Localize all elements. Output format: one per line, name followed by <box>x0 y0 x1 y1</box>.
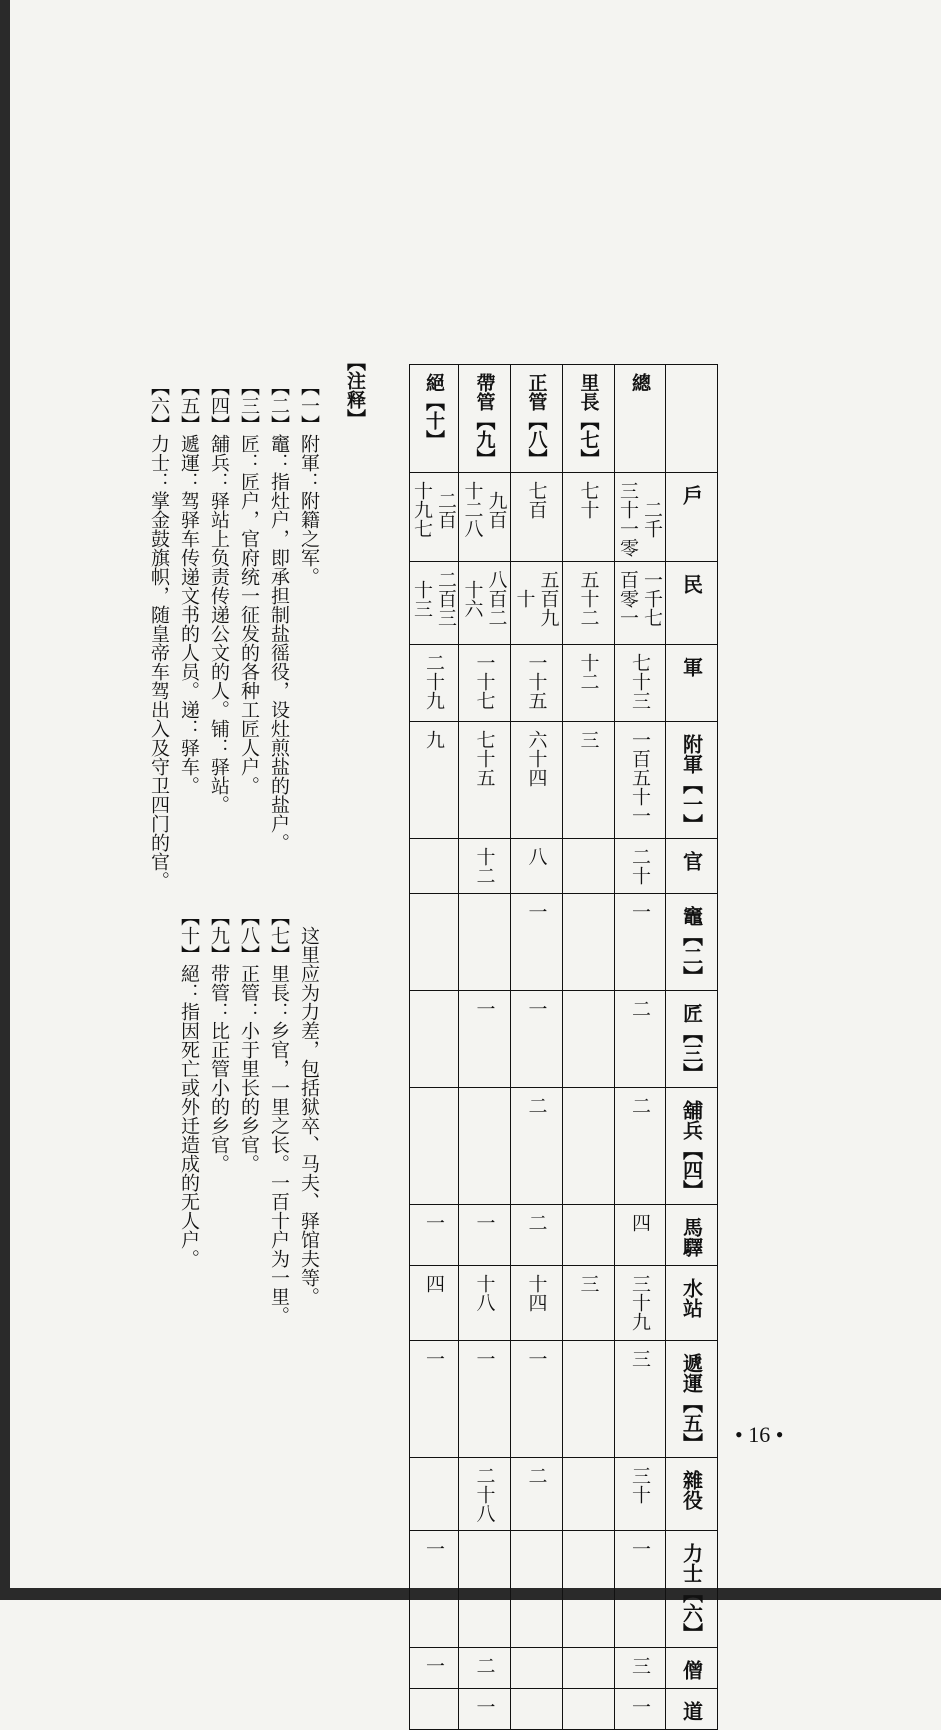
column-header-label: 僧 <box>679 1660 704 1680</box>
cell-value: 三十九 <box>629 1274 651 1331</box>
table-cell <box>410 991 459 1088</box>
table-cell <box>459 991 511 1088</box>
cell-value: 一 <box>423 1349 445 1368</box>
table-cell <box>511 473 563 562</box>
table-cell <box>615 562 666 645</box>
cell-value: 二 <box>525 1466 548 1485</box>
table-cell <box>615 1531 666 1648</box>
row-header-cell <box>511 365 563 473</box>
cell-value: 二十 <box>629 847 651 885</box>
table-cell <box>459 645 511 722</box>
table-cell <box>410 1531 459 1648</box>
row-header-cell <box>615 365 666 473</box>
table-cell <box>511 722 563 839</box>
table-cell <box>615 1266 666 1341</box>
table-cell <box>410 1689 459 1730</box>
table-row <box>410 1205 718 1266</box>
table-cell <box>563 894 615 991</box>
table-cell <box>410 562 459 645</box>
column-header-cell <box>666 645 718 722</box>
table-cell <box>410 1205 459 1266</box>
column-header-label: 道 <box>679 1701 704 1721</box>
table-cell <box>511 1531 563 1648</box>
column-header-label: 官 <box>679 851 704 871</box>
note-item: 【二】竈：指灶户，即承担制盐徭役，设灶煎盐的盐户。 <box>268 377 290 852</box>
table-cell <box>563 1341 615 1458</box>
column-header-label: 遞運【五】 <box>679 1353 704 1453</box>
table-row <box>410 1088 718 1205</box>
table-row <box>410 645 718 722</box>
column-header-label: 民 <box>679 574 704 594</box>
cell-value: 七十三 <box>629 653 651 710</box>
cell-value: 二十八 <box>473 1466 496 1523</box>
cell-value: 二百三 十三 <box>411 570 457 627</box>
table-row <box>410 722 718 839</box>
table-cell <box>563 1648 615 1689</box>
table-cell <box>459 894 511 991</box>
table-cell <box>410 1648 459 1689</box>
cell-value: 十二 <box>473 847 496 885</box>
table-cell <box>563 473 615 562</box>
table-row <box>410 1341 718 1458</box>
table-row <box>410 1458 718 1531</box>
row-header-label: 里長【七】 <box>577 373 600 468</box>
table-cell <box>563 1266 615 1341</box>
cell-value: 一 <box>629 902 651 921</box>
note-item: 这里应为力差，包括狱卒、马夫、驿馆夫等。 <box>298 926 320 1306</box>
cell-value: 八百二 十六 <box>461 570 508 627</box>
table-cell <box>511 562 563 645</box>
table-cell <box>615 1205 666 1266</box>
notes-title: 【注释】 <box>344 352 366 428</box>
cell-value: 一 <box>473 1349 496 1368</box>
column-header-label: 軍 <box>679 657 704 677</box>
cell-value: 四 <box>423 1274 445 1293</box>
cell-value: 三 <box>577 1274 600 1293</box>
column-header-cell <box>666 1531 718 1648</box>
table-row <box>410 562 718 645</box>
cell-value: 二千 三十一零 <box>617 481 663 557</box>
row-header-label: 正管【八】 <box>525 373 548 468</box>
table-cell <box>615 991 666 1088</box>
cell-value: 一百五十一 <box>629 730 651 825</box>
column-header-cell <box>666 1648 718 1689</box>
column-header-cell <box>666 894 718 991</box>
row-header-label: 帶管【九】 <box>473 373 496 468</box>
table-cell <box>459 1088 511 1205</box>
cell-value: 一千七 百零一 <box>617 570 663 627</box>
cell-value: 九百 十二八 <box>461 481 508 538</box>
note-item: 【八】正管：小于里长的乡官。 <box>238 907 260 1173</box>
table-cell <box>410 894 459 991</box>
cell-value: 一 <box>423 1539 445 1558</box>
column-header-cell <box>666 839 718 894</box>
cell-value: 二 <box>629 1096 651 1115</box>
table-cell <box>459 1689 511 1730</box>
table-cell <box>511 1458 563 1531</box>
table-cell <box>615 894 666 991</box>
cell-value: 三 <box>577 730 600 749</box>
table-cell <box>459 1205 511 1266</box>
table-row <box>410 839 718 894</box>
cell-value: 一 <box>473 999 496 1018</box>
table-cell <box>615 645 666 722</box>
cell-value: 九 <box>423 730 445 749</box>
note-item: 【九】带管：比正管小的乡官。 <box>208 907 230 1173</box>
note-item: 【三】匠：匠户，官府统一征发的各种工匠人户。 <box>238 377 260 795</box>
table-cell <box>511 1266 563 1341</box>
table-cell <box>615 1341 666 1458</box>
table-cell <box>459 1648 511 1689</box>
table-row <box>410 1531 718 1648</box>
table-cell <box>410 1266 459 1341</box>
table-cell <box>459 1266 511 1341</box>
table-row <box>410 1648 718 1689</box>
cell-value: 七十五 <box>473 730 496 787</box>
household-ledger-table <box>409 364 718 1730</box>
table-cell <box>459 562 511 645</box>
row-header-cell <box>563 365 615 473</box>
column-header-label: 匠【三】 <box>679 1003 704 1083</box>
column-header-cell <box>666 473 718 562</box>
column-header-cell <box>666 562 718 645</box>
table-cell <box>410 1088 459 1205</box>
column-header-label: 附軍【一】 <box>679 734 704 834</box>
cell-value: 七十 <box>577 481 600 519</box>
column-header-label: 竈【二】 <box>679 906 704 986</box>
row-header-label: 絕【十】 <box>423 373 445 449</box>
cell-value: 一十五 <box>525 653 548 710</box>
cell-value: 一 <box>423 1656 445 1675</box>
table-row <box>410 991 718 1088</box>
column-header-cell <box>666 1205 718 1266</box>
cell-value: 一 <box>473 1697 496 1716</box>
cell-value: 十四 <box>525 1274 548 1312</box>
table-cell <box>511 1648 563 1689</box>
table-cell <box>563 1689 615 1730</box>
column-header-cell <box>666 1689 718 1730</box>
note-item: 【六】力士：掌金鼓旗帜，随皇帝车驾出入及守卫四门的官。 <box>148 377 170 890</box>
table-cell <box>615 839 666 894</box>
column-header-cell <box>666 1088 718 1205</box>
table-cell <box>615 473 666 562</box>
table-cell <box>511 1689 563 1730</box>
cell-value: 二 <box>629 999 651 1018</box>
row-header-cell <box>410 365 459 473</box>
note-item: 【七】里長：乡官，一里之长。一百十户为一里。 <box>268 907 290 1325</box>
table-cell <box>511 991 563 1088</box>
row-header-cell <box>459 365 511 473</box>
cell-value: 八 <box>525 847 548 866</box>
column-header-label: 水站 <box>679 1278 704 1318</box>
cell-value: 二十九 <box>423 653 445 710</box>
note-item: 【一】附軍：附籍之军。 <box>298 377 320 586</box>
table-row <box>410 1689 718 1730</box>
cell-value: 一 <box>629 1697 651 1716</box>
table-cell <box>511 894 563 991</box>
table-cell <box>410 722 459 839</box>
table-cell <box>563 1088 615 1205</box>
cell-value: 七百 <box>525 481 548 519</box>
column-header-cell <box>666 1458 718 1531</box>
row-header-label: 總 <box>629 373 651 392</box>
cell-value: 五百九 十 <box>513 570 560 627</box>
table-cell <box>410 1458 459 1531</box>
table-cell <box>459 722 511 839</box>
page-number: • 16 • <box>735 1422 784 1447</box>
cell-value: 二 <box>525 1213 548 1232</box>
table-cell <box>615 1689 666 1730</box>
table-cell <box>511 1088 563 1205</box>
cell-value: 二百 十九七 <box>411 481 457 538</box>
note-item: 【四】舖兵：驿站上负责传递公文的人。铺：驿站。 <box>208 377 230 814</box>
table-cell <box>563 1458 615 1531</box>
table-cell <box>615 1458 666 1531</box>
table-cell <box>459 473 511 562</box>
table-row <box>410 1266 718 1341</box>
corner-cell <box>666 365 718 473</box>
table-row <box>410 473 718 562</box>
column-header-cell <box>666 991 718 1088</box>
note-item: 【十】絕：指因死亡或外迁造成的无人户。 <box>178 907 200 1268</box>
cell-value: 十八 <box>473 1274 496 1312</box>
cell-value: 二 <box>473 1656 496 1675</box>
table-cell <box>563 562 615 645</box>
cell-value: 一 <box>525 1349 548 1368</box>
cell-value: 一 <box>629 1539 651 1558</box>
cell-value: 五十二 <box>577 570 600 627</box>
table-cell <box>615 1648 666 1689</box>
table-cell <box>459 839 511 894</box>
table-cell <box>511 839 563 894</box>
table-cell <box>563 991 615 1088</box>
table-cell <box>615 722 666 839</box>
table-cell <box>563 722 615 839</box>
cell-value: 一 <box>525 902 548 921</box>
column-header-label: 戶 <box>679 485 704 505</box>
column-header-label: 馬驛 <box>679 1217 704 1257</box>
note-item: 【五】遞運：驾驿车传递文书的人员。递：驿车。 <box>178 377 200 795</box>
cell-value: 一 <box>473 1213 496 1232</box>
cell-value: 三 <box>629 1349 651 1368</box>
column-header-label: 力士【六】 <box>679 1543 704 1643</box>
table-cell <box>410 473 459 562</box>
cell-value: 四 <box>629 1213 651 1232</box>
cell-value: 一 <box>423 1213 445 1232</box>
column-header-label: 雜役 <box>679 1470 704 1510</box>
table-cell <box>563 1205 615 1266</box>
cell-value: 三十 <box>629 1466 651 1504</box>
table-cell <box>459 1341 511 1458</box>
table-cell <box>511 645 563 722</box>
table-cell <box>459 1531 511 1648</box>
column-header-cell <box>666 1266 718 1341</box>
table-cell <box>511 1205 563 1266</box>
table-cell <box>511 1341 563 1458</box>
cell-value: 一十七 <box>473 653 496 710</box>
cell-value: 十二 <box>577 653 600 691</box>
table-cell <box>563 1531 615 1648</box>
column-header-label: 舖兵【四】 <box>679 1100 704 1200</box>
column-header-cell <box>666 1341 718 1458</box>
table-cell <box>410 839 459 894</box>
table-cell <box>410 645 459 722</box>
column-header-cell <box>666 722 718 839</box>
table-cell <box>563 839 615 894</box>
scan-edge-left <box>0 0 10 1600</box>
cell-value: 二 <box>525 1096 548 1115</box>
table-cell <box>410 1341 459 1458</box>
table-row <box>410 894 718 991</box>
table-cell <box>459 1458 511 1531</box>
table-cell <box>615 1088 666 1205</box>
cell-value: 六十四 <box>525 730 548 787</box>
cell-value: 三 <box>629 1656 651 1675</box>
table-cell <box>563 645 615 722</box>
cell-value: 一 <box>525 999 548 1018</box>
